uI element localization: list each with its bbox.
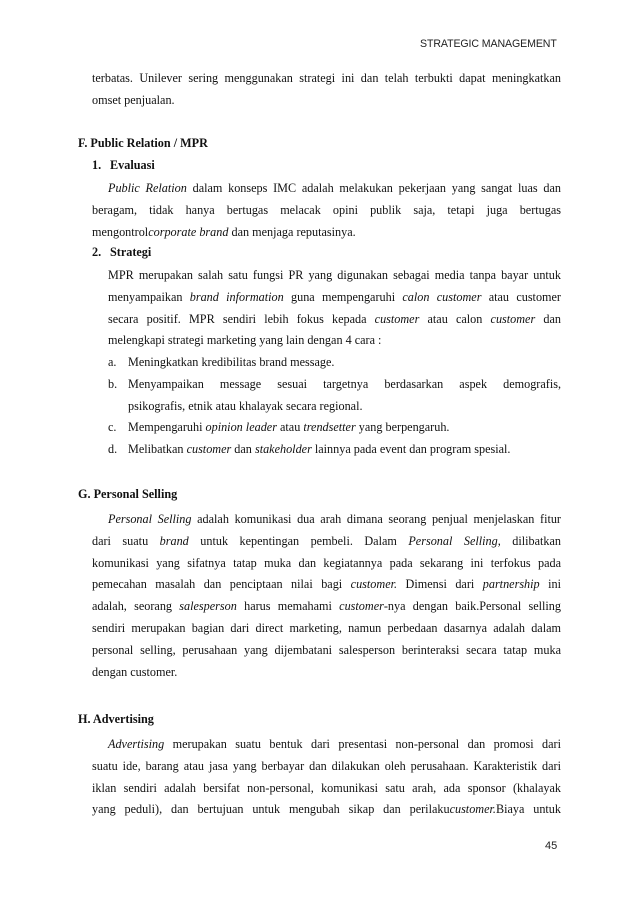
list-item: d. Melibatkan customer dan stakeholder lainnya pada event dan program spesial. <box>108 442 511 457</box>
text-line: yang peduli), dan bertujuan untuk mengubah sikap dan perilakucustomer.Biaya untuk <box>92 802 561 817</box>
strategi-paragraph <box>108 265 561 352</box>
text-line: suatu ide, barang atau jasa yang berbayar dan dilakukan oleh perusahaan. Karakteristik dari <box>92 758 561 773</box>
text-line: pemecahan masalah dan penciptaan nilai bagi customer. Dimensi dari partnership ini <box>92 577 561 592</box>
section-heading-h: H. Advertising <box>78 712 154 726</box>
text-line: mengontrolcorporate brand dan menjaga reputasinya. <box>92 224 356 239</box>
page-number: 45 <box>545 840 558 852</box>
text-line: secara positif. MPR sendiri lebih fokus kepada customer atau calon customer dan <box>108 311 561 326</box>
list-item: a. Meningkatkan kredibilitas brand message. <box>108 355 335 369</box>
subheading-evaluasi: 1. Evaluasi <box>92 158 155 172</box>
text-line: Public Relation dalam konseps IMC adalah melakukan pekerjaan yang sangat luas dan <box>108 181 561 195</box>
section-heading-f: F. Public Relation / MPR <box>78 136 208 150</box>
section-heading-g: G. Personal Selling <box>78 487 178 501</box>
text-line: omset penjualan. <box>92 92 175 107</box>
advertising-paragraph <box>92 734 561 821</box>
text-line: personal selling, perusahaan yang dijembatani salesperson berinteraksi secara tatap muka <box>92 642 561 657</box>
evaluasi-paragraph <box>92 178 561 243</box>
text-line: menyampaikan brand information guna mempengaruhi calon customer atau customer <box>108 289 561 304</box>
list-item-continuation: psikografis, etnik atau khalayak secara regional. <box>128 398 363 413</box>
text-line: komunikasi yang sifatnya tatap muka dan kegiatannya pada sekarang ini terfokus pada <box>92 555 561 570</box>
running-header: STRATEGIC MANAGEMENT <box>420 38 557 50</box>
text-line: beragam, tidak hanya bertugas melacak opini publik saja, tetapi juga bertugas <box>92 202 561 217</box>
text-line: dari suatu brand untuk kepentingan pembeli. Dalam Personal Selling, dilibatkan <box>92 533 561 548</box>
list-item: b. Menyampaikan message sesuai targetnya berdasarkan aspek demografis, <box>108 376 561 391</box>
text-line: dengan customer. <box>92 664 178 679</box>
text-line: terbatas. Unilever sering menggunakan strategi ini dan telah terbukti dapat meningkatkan <box>92 71 561 85</box>
strategy-list <box>108 352 561 461</box>
text-line: adalah, seorang salesperson harus memahami customer-nya dengan baik.Personal selling <box>92 599 561 614</box>
text-line: iklan sendiri adalah bersifat non-personal, komunikasi satu arah, ada sponsor (khalayak <box>92 780 561 795</box>
list-item: c. Mempengaruhi opinion leader atau trendsetter yang berpengaruh. <box>108 420 450 435</box>
subheading-strategi: 2. Strategi <box>92 245 152 259</box>
text-line: MPR merupakan salah satu fungsi PR yang digunakan sebagai media tanpa bayar untuk <box>108 268 561 282</box>
text-line: Personal Selling adalah komunikasi dua arah dimana seorang penjual menjelaskan fitur <box>108 512 561 526</box>
intro-paragraph <box>92 68 561 112</box>
text-line: sendiri merupakan bagian dari direct marketing, namun perbedaan dasarnya adalah dalam <box>92 620 561 635</box>
text-line: Advertising merupakan suatu bentuk dari presentasi non-personal dan promosi dari <box>108 737 561 751</box>
personal-selling-paragraph <box>92 509 561 683</box>
text-line: melengkapi strategi marketing yang lain dengan 4 cara : <box>108 333 382 348</box>
